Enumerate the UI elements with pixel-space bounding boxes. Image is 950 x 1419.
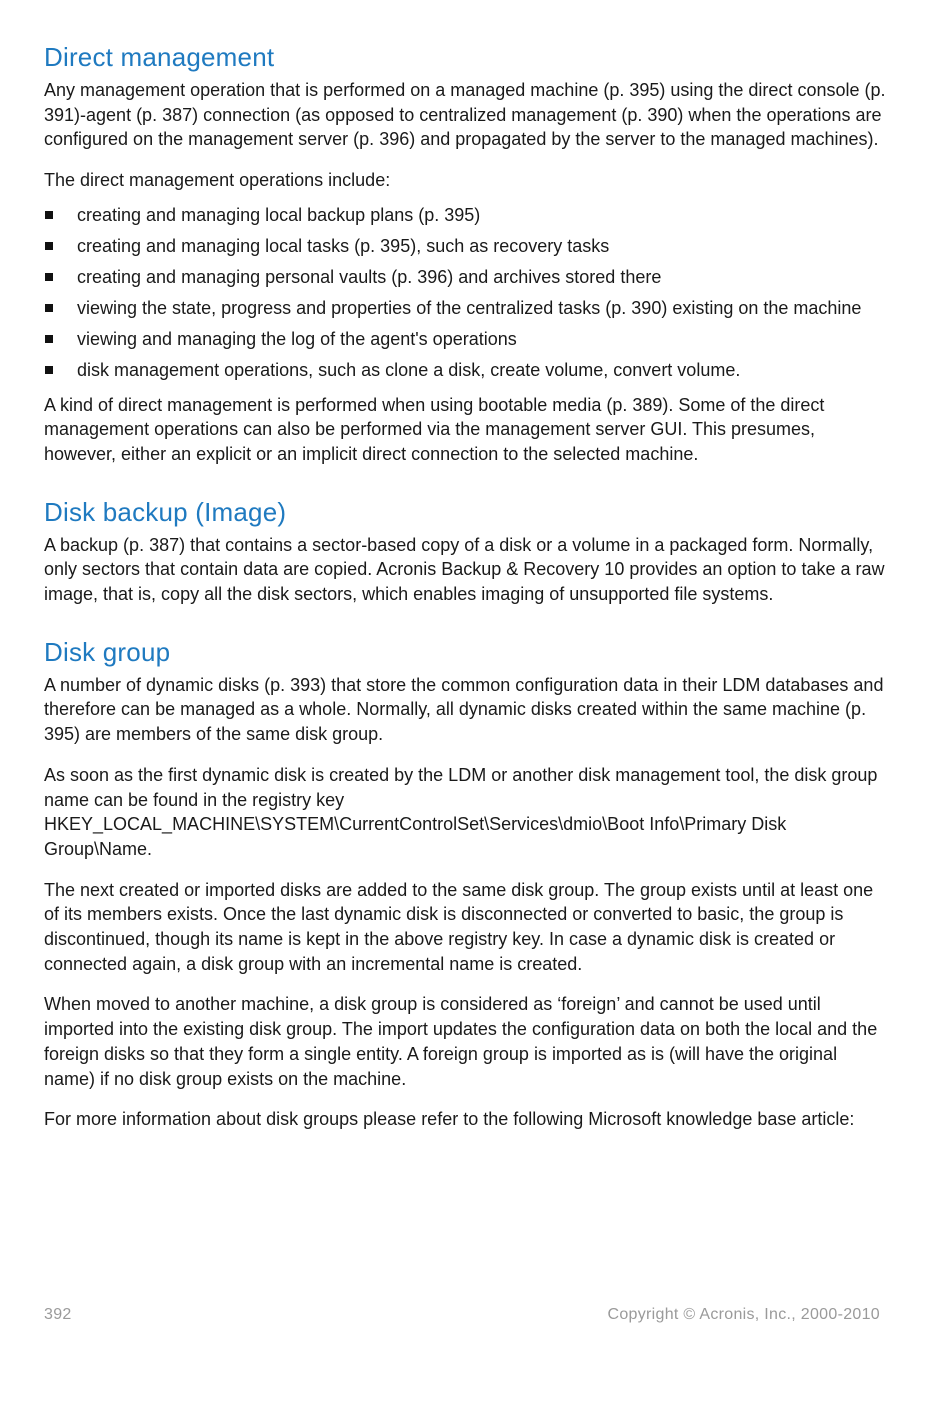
paragraph: The next created or imported disks are added to the same disk group. The group exists until at least one of its members exists. Once the last dynamic disk is disconnected or converted to basic, the group is discontinued, though its name is kept in the above registry key. In case a dynamic disk is created or connected again, a disk group with an incremental name is created. (44, 879, 874, 974)
paragraph: A number of dynamic disks (p. 393) that store the common configuration data in their LDM databases and therefore can be managed as a whole. Normally, all dynamic disks created within the same machine (p. 395) are members of the same disk group. (44, 674, 884, 745)
list-item-text: creating and managing local tasks (p. 395), such as recovery tasks (77, 235, 610, 256)
bullet-icon (45, 273, 53, 281)
list-item (44, 296, 889, 321)
page-number: 392 (44, 1306, 72, 1323)
paragraph: The direct management operations include: (44, 170, 391, 191)
bullet-icon (45, 366, 53, 374)
paragraph: When moved to another machine, a disk group is considered as ‘foreign’ and cannot be used until imported into the existing disk group. The import updates the configuration data on both the local and the foreign disks so that they form a single entity. A foreign group is imported as is (will have the original name) if no disk group exists on the machine. (44, 994, 878, 1089)
bullet-icon (45, 335, 53, 343)
list-item-text: viewing the state, progress and properties of the centralized tasks (p. 390) existing on the machine (77, 297, 862, 318)
bullet-icon (45, 304, 53, 312)
list-item-text: disk management operations, such as clone a disk, create volume, convert volume. (77, 359, 741, 380)
document-page (44, 40, 889, 1148)
list-item (44, 234, 889, 259)
list-item (44, 265, 889, 290)
list-item (44, 327, 889, 352)
paragraph: A backup (p. 387) that contains a sector-based copy of a disk or a volume in a packaged form. Normally, only sectors that contain data are copied. Acronis Backup & Recovery 10 provides an option to take a raw image, that is, copy all the disk sectors, which enables imaging of unsupported file systems. (44, 534, 885, 605)
section-title-disk-group: Disk group (44, 636, 171, 667)
paragraph: As soon as the first dynamic disk is created by the LDM or another disk management tool, the disk group name can be found in the registry key HKEY_LOCAL_MACHINE\SYSTEM\CurrentControlSet\Services\dmio\Boot Info\Primary Disk Group\Name. (44, 764, 878, 859)
bullet-list (44, 203, 889, 383)
section-title-disk-backup: Disk backup (Image) (44, 496, 287, 527)
page-footer (44, 1306, 880, 1324)
paragraph: A kind of direct management is performed when using bootable media (p. 389). Some of the direct management operations can also be performed via the management server GUI. This presumes, however, either an explicit or an implicit direct connection to the selected machine. (44, 394, 825, 464)
list-item-text: creating and managing local backup plans (p. 395) (77, 204, 481, 225)
list-item-text: creating and managing personal vaults (p. 396) and archives stored there (77, 266, 662, 287)
list-item (44, 358, 889, 383)
paragraph: Any management operation that is performed on a managed machine (p. 395) using the direct console (p. 391)-agent (p. 387) connection (as opposed to centralized management (p. 390) when the operations are configured on the management server (p. 396) and propagated by the server to the managed machines). (44, 80, 886, 150)
paragraph: For more information about disk groups please refer to the following Microsoft knowledge base article: (44, 1109, 855, 1130)
section-title-direct-management: Direct management (44, 42, 275, 72)
copyright-notice: Copyright © Acronis, Inc., 2000-2010 (607, 1306, 880, 1323)
list-item (44, 203, 889, 228)
list-item-text: viewing and managing the log of the agent's operations (77, 328, 517, 349)
bullet-icon (45, 211, 53, 219)
bullet-icon (45, 242, 53, 250)
